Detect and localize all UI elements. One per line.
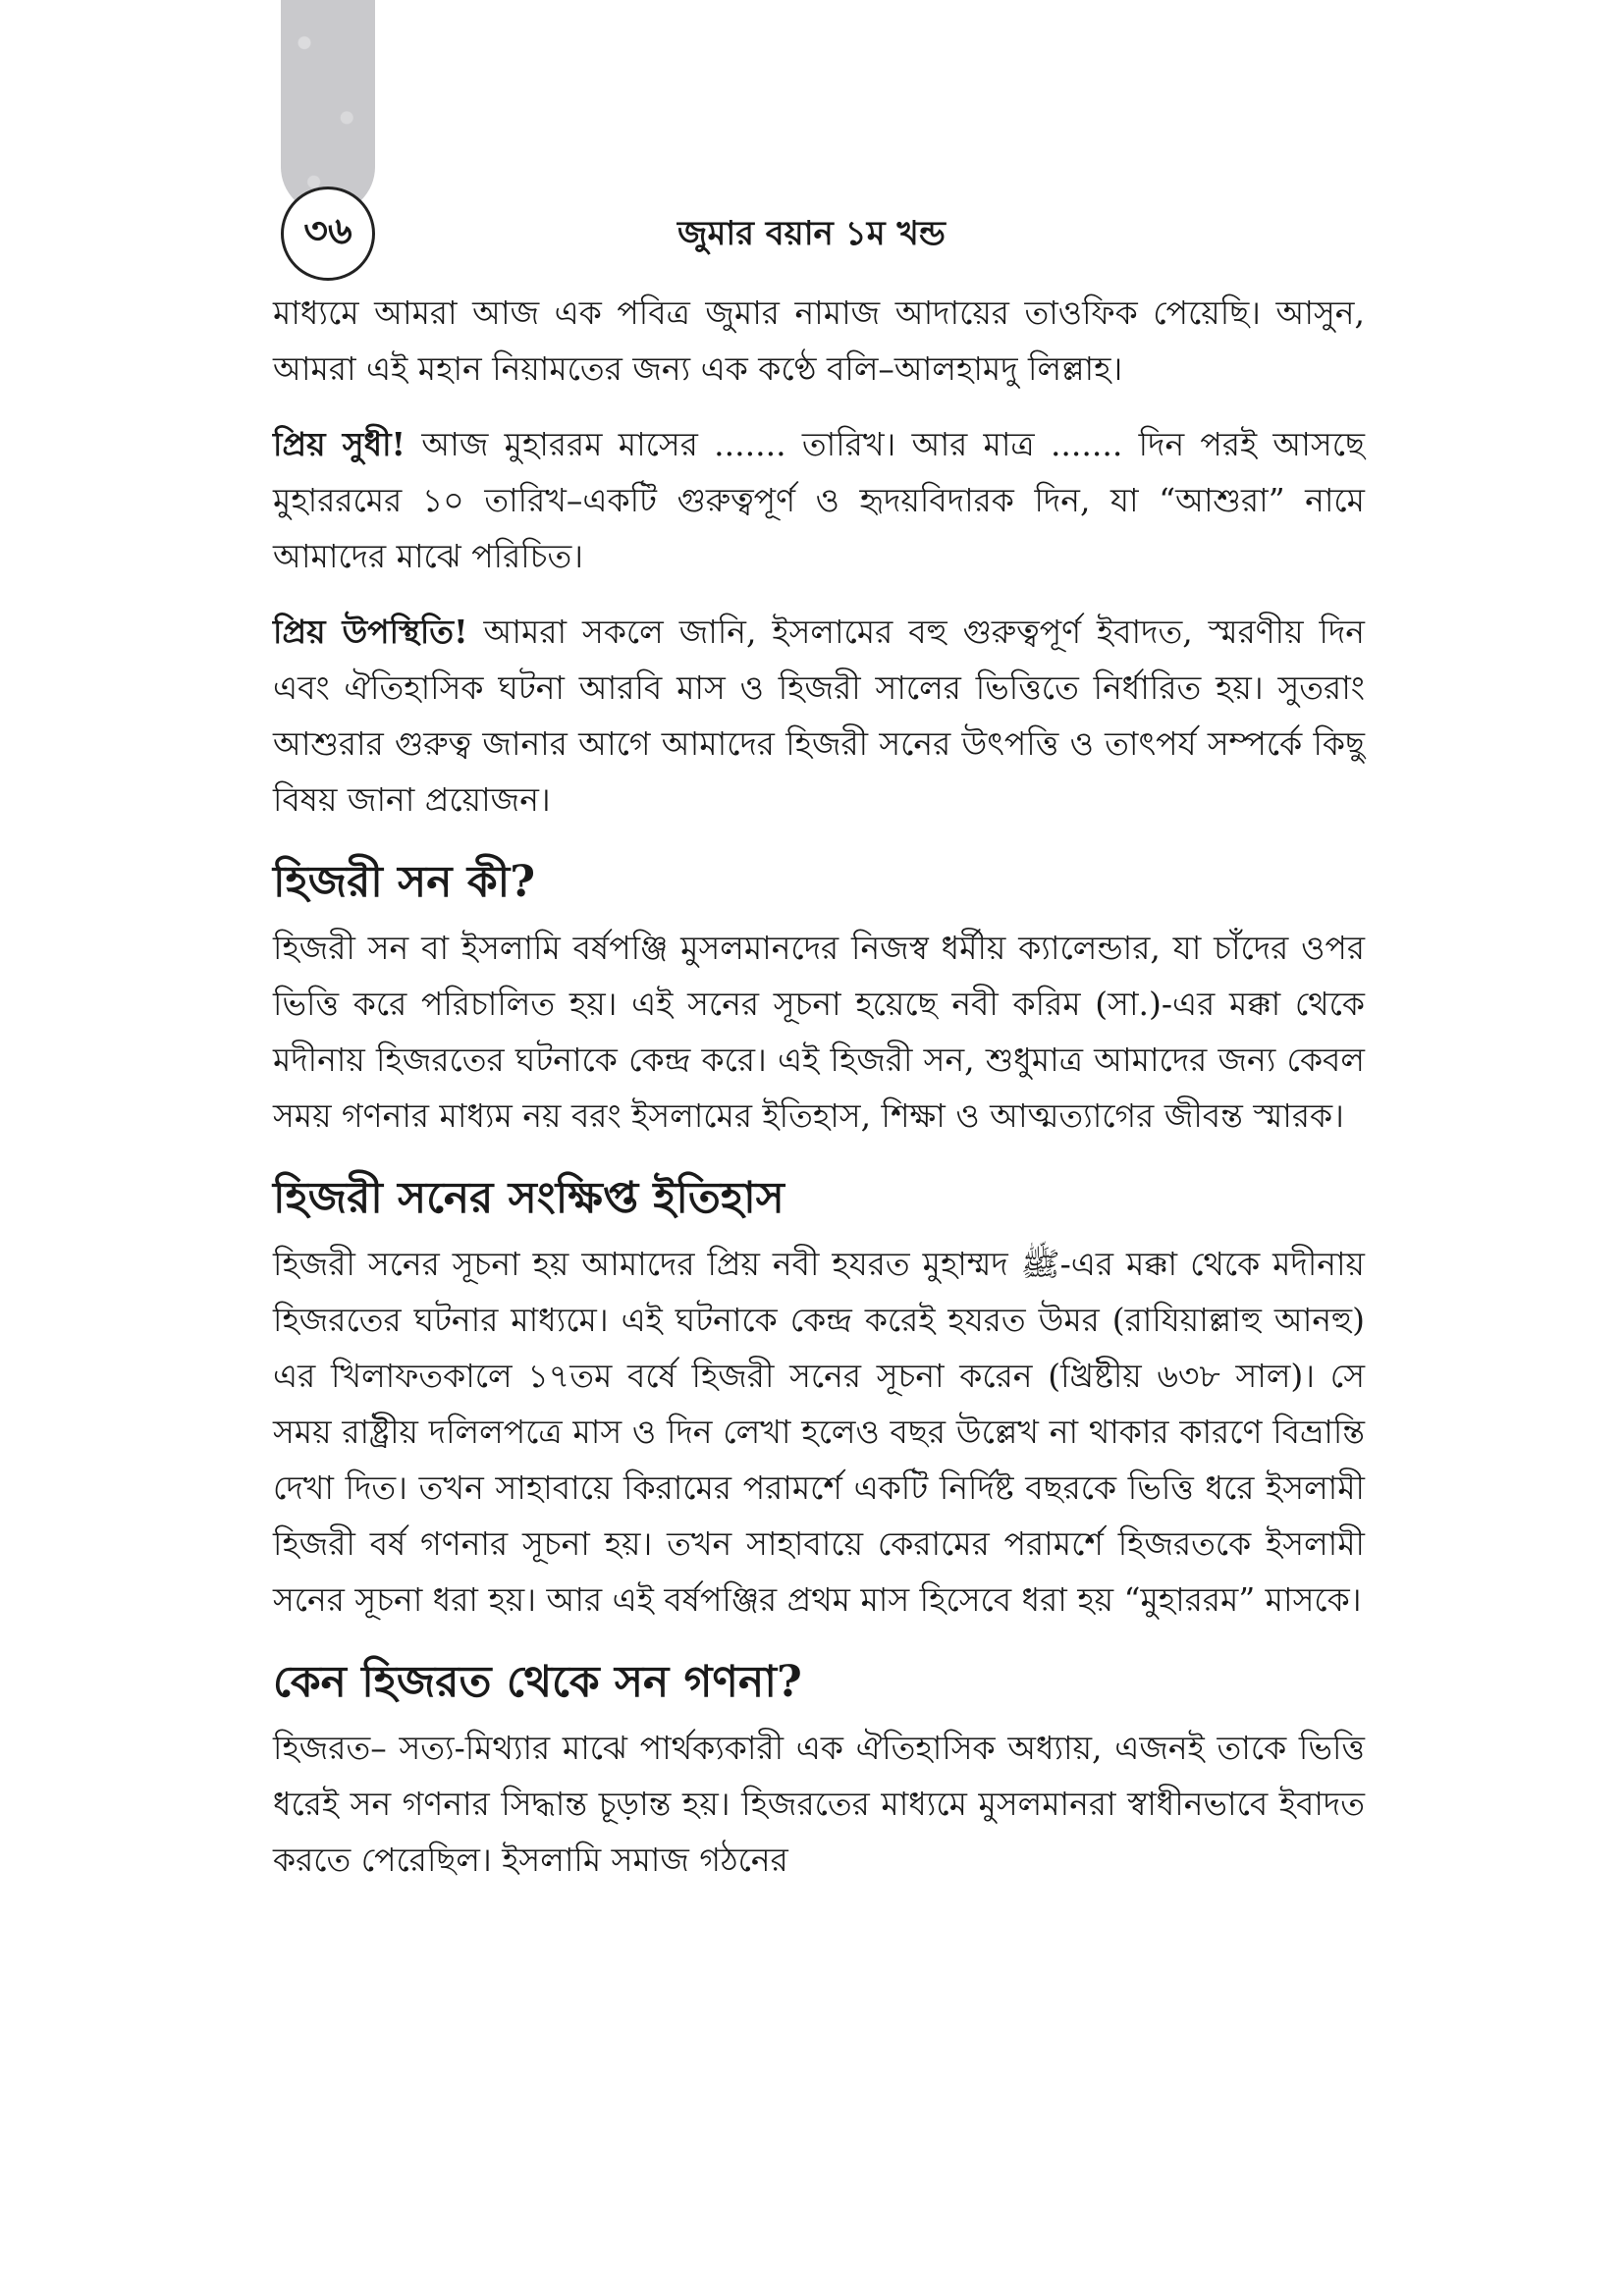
heading-why-hijrah: কেন হিজরত থেকে সন গণনা?	[273, 1657, 802, 1707]
paragraph-1: মাধ্যমে আমরা আজ এক পবিত্র জুমার নামাজ আদায়ের তাওফিক পেয়েছি। আসুন, আমরা এই মহান নিয়ামতের জন্য এক কণ্ঠে বলি–আলহামদু লিল্লাহ।	[273, 294, 1365, 388]
heading-what-is-hijri: হিজরী সন কী?	[273, 857, 535, 907]
paragraph-4: হিজরী সন বা ইসলামি বর্ষপঞ্জি মুসলমানদের নিজস্ব ধর্মীয় ক্যালেন্ডার, যা চাঁদের ওপর ভিত্তি করে পরিচালিত হয়। এই সনের সূচনা হয়েছে নবী করিম (সা.)-এর মক্কা থেকে মদীনায় হিজরতের ঘটনাকে কেন্দ্র করে। এই হিজরী সন, শুধুমাত্র আমাদের জন্য কেবল সময় গণনার মাধ্যম নয় বরং ইসলামের ইতিহাস, শিক্ষা ও আত্মত্যাগের জীবন্ত স্মারক।	[273, 929, 1365, 1135]
paragraph-3-lead: প্রিয় উপস্থিতি!	[273, 613, 468, 651]
paragraph-6: হিজরত– সত্য-মিথ্যার মাঝে পার্থক্যকারী এক ঐতিহাসিক অধ্যায়, এজনই তাকে ভিত্তি ধরেই সন গণনার সিদ্ধান্ত চূড়ান্ত হয়। হিজরতের মাধ্যমে মুসলমানরা স্বাধীনভাবে ইবাদত করতে পেরেছিল। ইসলামি সমাজ গঠনের	[273, 1729, 1365, 1879]
heading-brief-history: হিজরী সনের সংক্ষিপ্ত ইতিহাস	[273, 1173, 784, 1223]
paragraph-2-text: আজ মুহাররম মাসের ....... তারিখ। আর মাত্র ....... দিন পরই আসছে মুহাররমের ১০ তারিখ–একটি গুরুত্বপূর্ণ ও হৃদয়বিদারক দিন, যা “আশুরা” নামে আমাদের মাঝে পরিচিত।	[273, 425, 1365, 575]
paragraph-5: হিজরী সনের সূচনা হয় আমাদের প্রিয় নবী হযরত মুহাম্মদ ﷺ-এর মক্কা থেকে মদীনায় হিজরতের ঘটনার মাধ্যমে। এই ঘটনাকে কেন্দ্র করেই হযরত উমর (রাযিয়াল্লাহু আনহু) এর খিলাফতকালে ১৭তম বর্ষে হিজরী সনের সূচনা করেন (খ্রিষ্টীয় ৬৩৮ সাল)। সে সময় রাষ্ট্রীয় দলিলপত্রে মাস ও দিন লেখা হলেও বছর উল্লেখ না থাকার কারণে বিভ্রান্তি দেখা দিত। তখন সাহাবায়ে কিরামের পরামর্শে একটি নির্দিষ্ট বছরকে ভিত্তি ধরে ইসলামী হিজরী বর্ষ গণনার সূচনা হয়। তখন সাহাবায়ে কেরামের পরামর্শে হিজরতকে ইসলামী সনের সূচনা ধরা হয়। আর এই বর্ষপঞ্জির প্রথম মাস হিসেবে ধরা হয় “মুহাররম” মাসকে।	[273, 1245, 1365, 1619]
page-body	[273, 285, 1365, 1907]
paragraph-3	[273, 604, 1365, 828]
page-number: ৩৬	[281, 187, 375, 281]
paragraph-3-text: আমরা সকলে জানি, ইসলামের বহু গুরুত্বপূর্ণ ইবাদত, স্মরণীয় দিন এবং ঐতিহাসিক ঘটনা আরবি মাস ও হিজরী সালের ভিত্তিতে নির্ধারিত হয়। সুতরাং আশুরার গুরুত্ব জানার আগে আমাদের হিজরী সনের উৎপত্তি ও তাৎপর্য সম্পর্কে কিছু বিষয় জানা প্রয়োজন।	[273, 613, 1365, 819]
page-corner-tab	[281, 0, 375, 214]
running-header-title: জুমার বয়ান ১ম খন্ড	[677, 214, 946, 253]
paragraph-2-lead: প্রিয় সুধী!	[273, 425, 406, 463]
paragraph-2	[273, 416, 1365, 584]
